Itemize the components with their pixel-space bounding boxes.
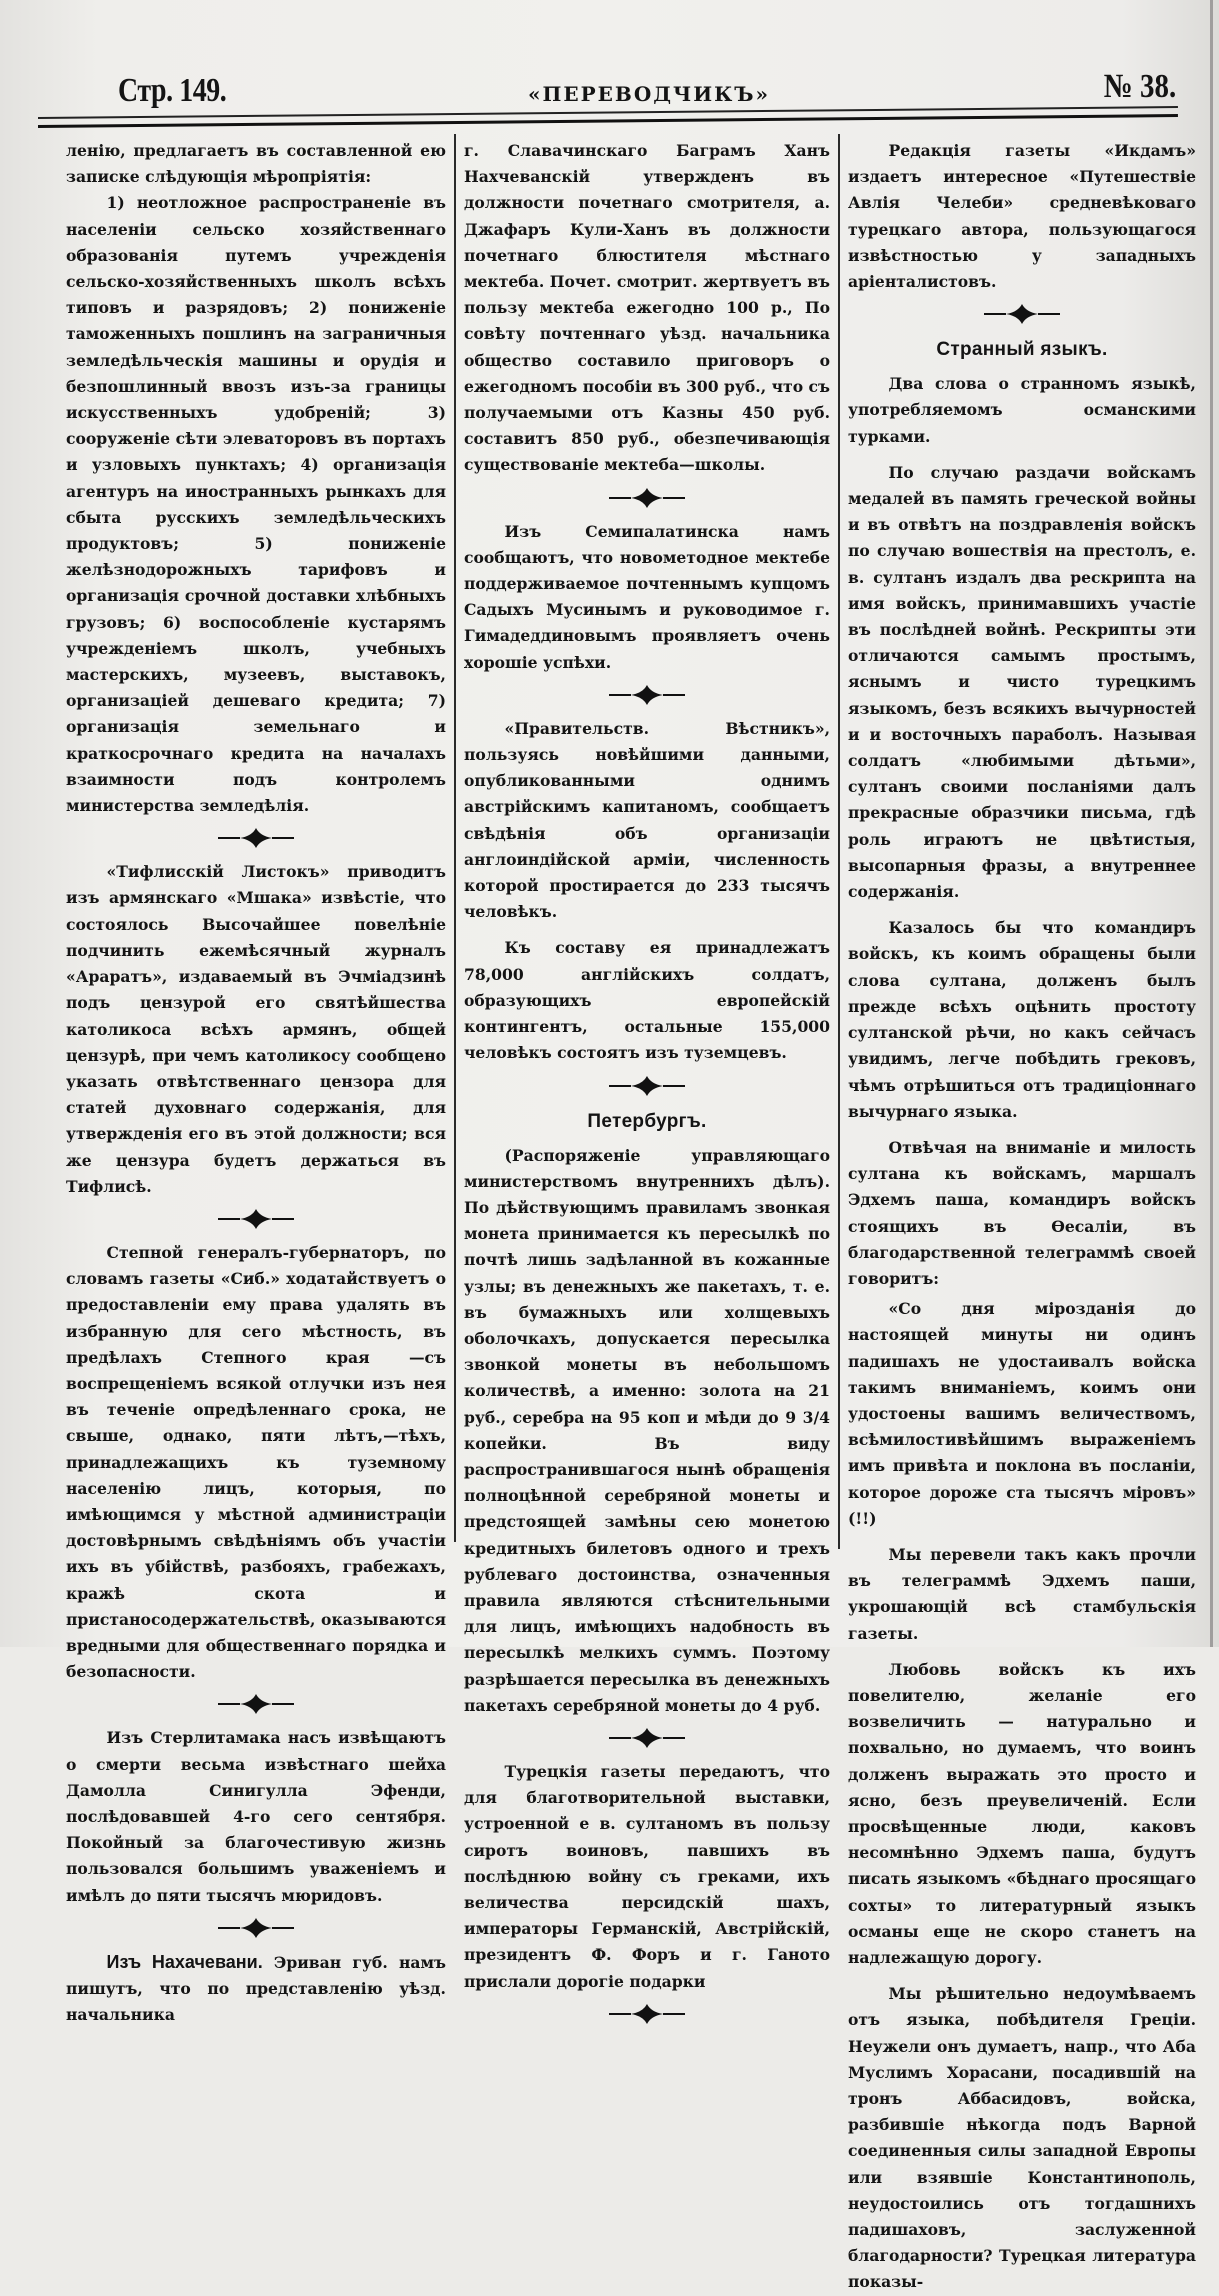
- diamond-ornament-icon: [216, 1209, 296, 1229]
- article-paragraph: г. Славачинскаго Баграмъ Ханъ Нахчеванскій утвержденъ въ должности почетнаго смотрителя, а. Джафаръ Кули-Ханъ въ должности почетнаго блюстителя мѣстнаго мектеба. Почет. смотрит. жертвуетъ въ пользу мектеба ежегодно 100 р., По совѣту почтеннаго уѣзд. начальника общество составило приговоръ о ежегодномъ пособіи въ 300 руб., что съ получаемыми отъ Казны 450 руб. составитъ 850 руб., обезпечивающія существованіе мектеба—школы.: [464, 141, 830, 475]
- article-paragraph: Изъ Стерлитамака насъ извѣщаютъ о смерти весьма извѣстнаго шейха Дамолла Синигулла Эфенди, послѣдовавшей 4-го сего сентября. Покойный за благочестивую жизнь пользовался большимъ уваженіемъ и имѣлъ до пяти тысячъ мюридовъ.: [66, 1728, 446, 1905]
- article-lead-text: Эриван губ. намъ пишутъ, что по представленію уѣзд. начальника: [66, 1952, 446, 2025]
- issue-number: № 38.: [1103, 68, 1176, 105]
- article-paragraph: Любовь войскъ къ ихъ повелителю, желаніе его возвеличить — натурально и похвально, но думаемъ, что воинъ долженъ выражать это просто и ясно, безъ преувеличеній. Если просвѣщенные люди, каковъ несомнѣнно Эдхемъ паша, будутъ писать языкомъ «бѣднаго просящаго сохты» то литературный языкъ османы еще не скоро станетъ на надлежащую дорогу.: [848, 1659, 1196, 1967]
- article-paragraph: Турецкія газеты передаютъ, что для благотворительной выставки, устроенной е в. султаномъ въ пользу сиротъ воиновъ, павшихъ въ послѣднюю войну съ греками, ихъ величества персидскій шахъ, императоры Германскій, Австрійскій, президентъ Ф. Форъ и г. Ганото прислали дорогіе подарки: [464, 1761, 830, 1991]
- diamond-ornament-icon: [982, 304, 1062, 324]
- diamond-ornament-icon: [216, 1918, 296, 1938]
- section-divider-ornament: [66, 1206, 446, 1232]
- article-paragraph: «Правительств. Вѣстникъ», пользуясь новѣйшими данными, опубликованными однимъ австрійскимъ капитаномъ, сообщаетъ свѣдѣнія объ организаціи англоиндійской арміи, численность которой простирается до 233 тысячъ человѣкъ.: [464, 718, 830, 922]
- diamond-ornament-icon: [607, 1728, 687, 1748]
- section-divider-ornament: [66, 1915, 446, 1941]
- column-3: [848, 138, 1196, 2296]
- diamond-ornament-icon: [607, 685, 687, 705]
- diamond-ornament-icon: [607, 488, 687, 508]
- column-2: [464, 138, 830, 2035]
- article-lead-heading: Изъ Нахачевани.: [106, 1951, 263, 1972]
- article-paragraph: Отвѣчая на вниманіе и милость султана къ войскамъ, маршалъ Эдхемъ паша, командиръ войскъ стоящихъ въ Ѳесаліи, въ благодарственной телеграммѣ своей говоритъ:: [848, 1137, 1196, 1288]
- page-edge-shadow: [1210, 0, 1213, 1647]
- article-paragraph: Казалось бы что командиръ войскъ, къ коимъ обращены были слова султана, долженъ былъ прежде всѣхъ оцѣнить простоту султанской рѣчи, но какъ сейчасъ увидимъ, легче побѣдить грековъ, чѣмъ отрѣшиться отъ традиціоннаго вычурнаго языка.: [848, 918, 1196, 1121]
- column-1: [66, 138, 446, 2028]
- article-paragraph: Два слова о странномъ языкѣ, употребляемомъ османскими турками.: [848, 374, 1196, 446]
- paragraph-spacer: [848, 1647, 1196, 1657]
- section-heading: Петербургъ.: [587, 1110, 707, 1132]
- paragraph-spacer: [848, 905, 1196, 915]
- paragraph-spacer: [848, 450, 1196, 460]
- article-paragraph: ленію, предлагаетъ въ составленной ею записке слѣдующія мѣропріятія:: [66, 141, 446, 187]
- page-number: Стр. 149.: [118, 72, 227, 109]
- diamond-ornament-icon: [216, 1694, 296, 1714]
- diamond-ornament-icon: [216, 828, 296, 848]
- article-paragraph: 1) неотложное распространеніе въ населеніи сельско хозяйственнаго образованія путемъ учрежденія сельско-хозяйственныхъ школъ всѣхъ типовъ и разрядовъ; 2) пониженіе таможенныхъ пошлинъ на заграничныя земледѣльческія машины и орудія и безпошлинный ввозъ изъ-за границы искусственныхъ удобреній; 3) сооруженіе сѣти элеваторовъ въ портахъ и узловыхъ пунктахъ; 4) организація агентуръ на иностранныхъ рынкахъ для сбыта русскихъ земледѣльческихъ продуктовъ; 5) пониженіе желѣзнодорожныхъ тарифовъ и организація срочной доставки хлѣбныхъ грузовъ; 6) воспособленіе кустарямъ учрежденіемъ школъ, учебныхъ мастерскихъ, музеевъ, выставокъ, организаціей дешеваго кредита; 7) организація земельнаго и краткосрочнаго кредита на началахъ взаимности подъ контролемъ министерства земледѣлія.: [66, 193, 446, 816]
- article-paragraph: «Со дня мірозданія до настоящей минуты ни одинъ падишахъ не удостаивалъ войска такимъ вниманіемъ, коимъ они удостоены вашимъ величествомъ, всѣмилостивѣйшимъ выраженіемъ имъ привѣта и поклона въ посланіи, которое дороже ста тысячъ міровъ» (!!): [848, 1299, 1196, 1528]
- section-heading: Странный языкъ.: [936, 339, 1108, 361]
- section-divider-ornament: [464, 1073, 830, 1099]
- article-paragraph: «Тифлисскій Листокъ» приводитъ изъ армянскаго «Мшака» извѣстіе, что состоялось Высочайшее повелѣніе подчинить ежемѣсячный журналъ «Араратъ», издаваемый въ Эчміадзинѣ подъ цензурой его святѣйшества католикоса всѣхъ армянъ, общей цензурѣ, при чемъ католикосу сообщено указать отвѣтственнаго цензора для статей духовнаго содержанія, для утвержденія его въ этой должности; вся же цензура будетъ держаться въ Тифлисѣ.: [66, 862, 446, 1196]
- section-divider-ornament: [464, 485, 830, 511]
- section-divider-ornament: [464, 2001, 830, 2027]
- paragraph-spacer: [848, 1125, 1196, 1135]
- article-paragraph: Мы перевели такъ какъ прочли въ телеграммѣ Эдхемъ паши, укрошающій всѣ стамбульскія газеты.: [848, 1544, 1196, 1643]
- article-paragraph: Редакція газеты «Икдамъ» издаетъ интересное «Путешествіе Авлія Челеби» средневѣковаго турецкаго автора, пользующагося извѣстностью у западныхъ аріенталистовъ.: [848, 141, 1196, 292]
- paragraph-spacer: [848, 1532, 1196, 1542]
- diamond-ornament-icon: [607, 1076, 687, 1096]
- column-divider-1: [454, 134, 456, 1542]
- article-paragraph: Степной генералъ-губернаторъ, по словамъ газеты «Сиб.» ходатайствуетъ о предоставленіи ему права удалять въ избранную для сего мѣстность, въ предѣлахъ Степного края —съ воспрещеніемъ всякой отлучки изъ нея въ теченіе опредѣленнаго срока, не свыше, однако, пяти лѣтъ,—тѣхъ, принадлежащихъ къ туземному населенію лицъ, которыя, по имѣющимся у мѣстной администраціи достовѣрнымъ свѣдѣніямъ объ участіи ихъ въ убійствѣ, разбояхъ, грабежахъ, кражѣ скота и пристаносодержательствѣ, оказываются вредными для общественнаго порядка и безопасности.: [66, 1242, 446, 1682]
- article-paragraph: Изъ Семипалатинска намъ сообщаютъ, что новометодное мектебе поддерживаемое почтеннымъ купцомъ Садыхъ Мусинымъ и руководимое г. Гимадеддиновымъ проявляетъ очень хорошіе успѣхи.: [464, 521, 830, 672]
- section-divider-ornament: [66, 1691, 446, 1717]
- article-paragraph: По случаю раздачи войскамъ медалей въ память греческой войны и въ отвѣтъ на поздравленія войскъ по случаю вошествія на престолъ, е. в. султанъ издалъ два рескрипта на имя войскъ, принимавшихъ участіе въ послѣдней войнѣ. Рескрипты эти отличаются самымъ простымъ, яснымъ и чисто турецкимъ языкомъ, безъ всякихъ вычурностей и и восточныхъ параболъ. Называя солдатъ «любимыми дѣтьми», султанъ своими посланіями далъ прекрасные образчики письма, гдѣ роль играютъ не цвѣтистыя, высопарныя фразы, а внутреннее содержанія.: [848, 462, 1196, 902]
- column-divider-2: [838, 134, 840, 1549]
- article-paragraph: Мы рѣшительно недоумѣваемъ отъ языка, побѣдителя Греціи. Неужели онъ думаетъ, напр., что Аба Муслимъ Хорасани, посадившій на тронъ Аббасидовъ, войска, разбившіе нѣкогда подъ Варной соединенныя силы западной Европы или взявшіе Константинополь, неудостоились отъ тогдашнихъ падишаховъ, заслуженной благодарности? Турецкая литература показы-: [848, 1984, 1196, 2292]
- diamond-ornament-icon: [607, 2004, 687, 2024]
- masthead: [118, 68, 1178, 108]
- newspaper-title: «ПЕРЕВОДЧИКЪ»: [528, 82, 771, 106]
- section-divider-ornament: [464, 1725, 830, 1751]
- paragraph-spacer: [848, 1971, 1196, 1981]
- article-paragraph: Къ составу ея принадлежатъ 78,000 англійскихъ солдатъ, образующихъ европейскій контингентъ, остальные 155,000 человѣкъ состоятъ изъ туземцевъ.: [464, 938, 830, 1063]
- section-divider-ornament: [848, 301, 1196, 327]
- section-divider-ornament: [66, 825, 446, 851]
- section-divider-ornament: [464, 682, 830, 708]
- article-paragraph-with-lead: [66, 1949, 446, 2029]
- article-paragraph: (Распоряженіе управляющаго министерствомъ внутреннихъ дѣлъ). По дѣйствующимъ правиламъ звонкая монета принимается къ пересылкѣ по почтѣ лишь задѣланной въ кожанные узлы; въ денежныхъ же пакетахъ, т. е. въ бумажныхъ или холщевыхъ оболочкахъ, допускается пересылка звонкой монеты въ небольшомъ количествѣ, а именно: золота на 21 руб., серебра на 95 коп и мѣди до 9 3/4 копейки. Въ виду распространившагося нынѣ обращенія полноцѣнной серебряной монеты и предстоящей замѣны сею монетою кредитныхъ билетовъ одного и трехъ рублеваго достоинства, означенныя правила являются стѣснительными для лицъ, имѣющихъ надобность въ пересылкѣ мелкихъ суммъ. Поэтому разрѣшается пересылка въ денежныхъ пакетахъ серебряной монеты до 4 руб.: [464, 1145, 830, 1715]
- paragraph-spacer: [464, 925, 830, 935]
